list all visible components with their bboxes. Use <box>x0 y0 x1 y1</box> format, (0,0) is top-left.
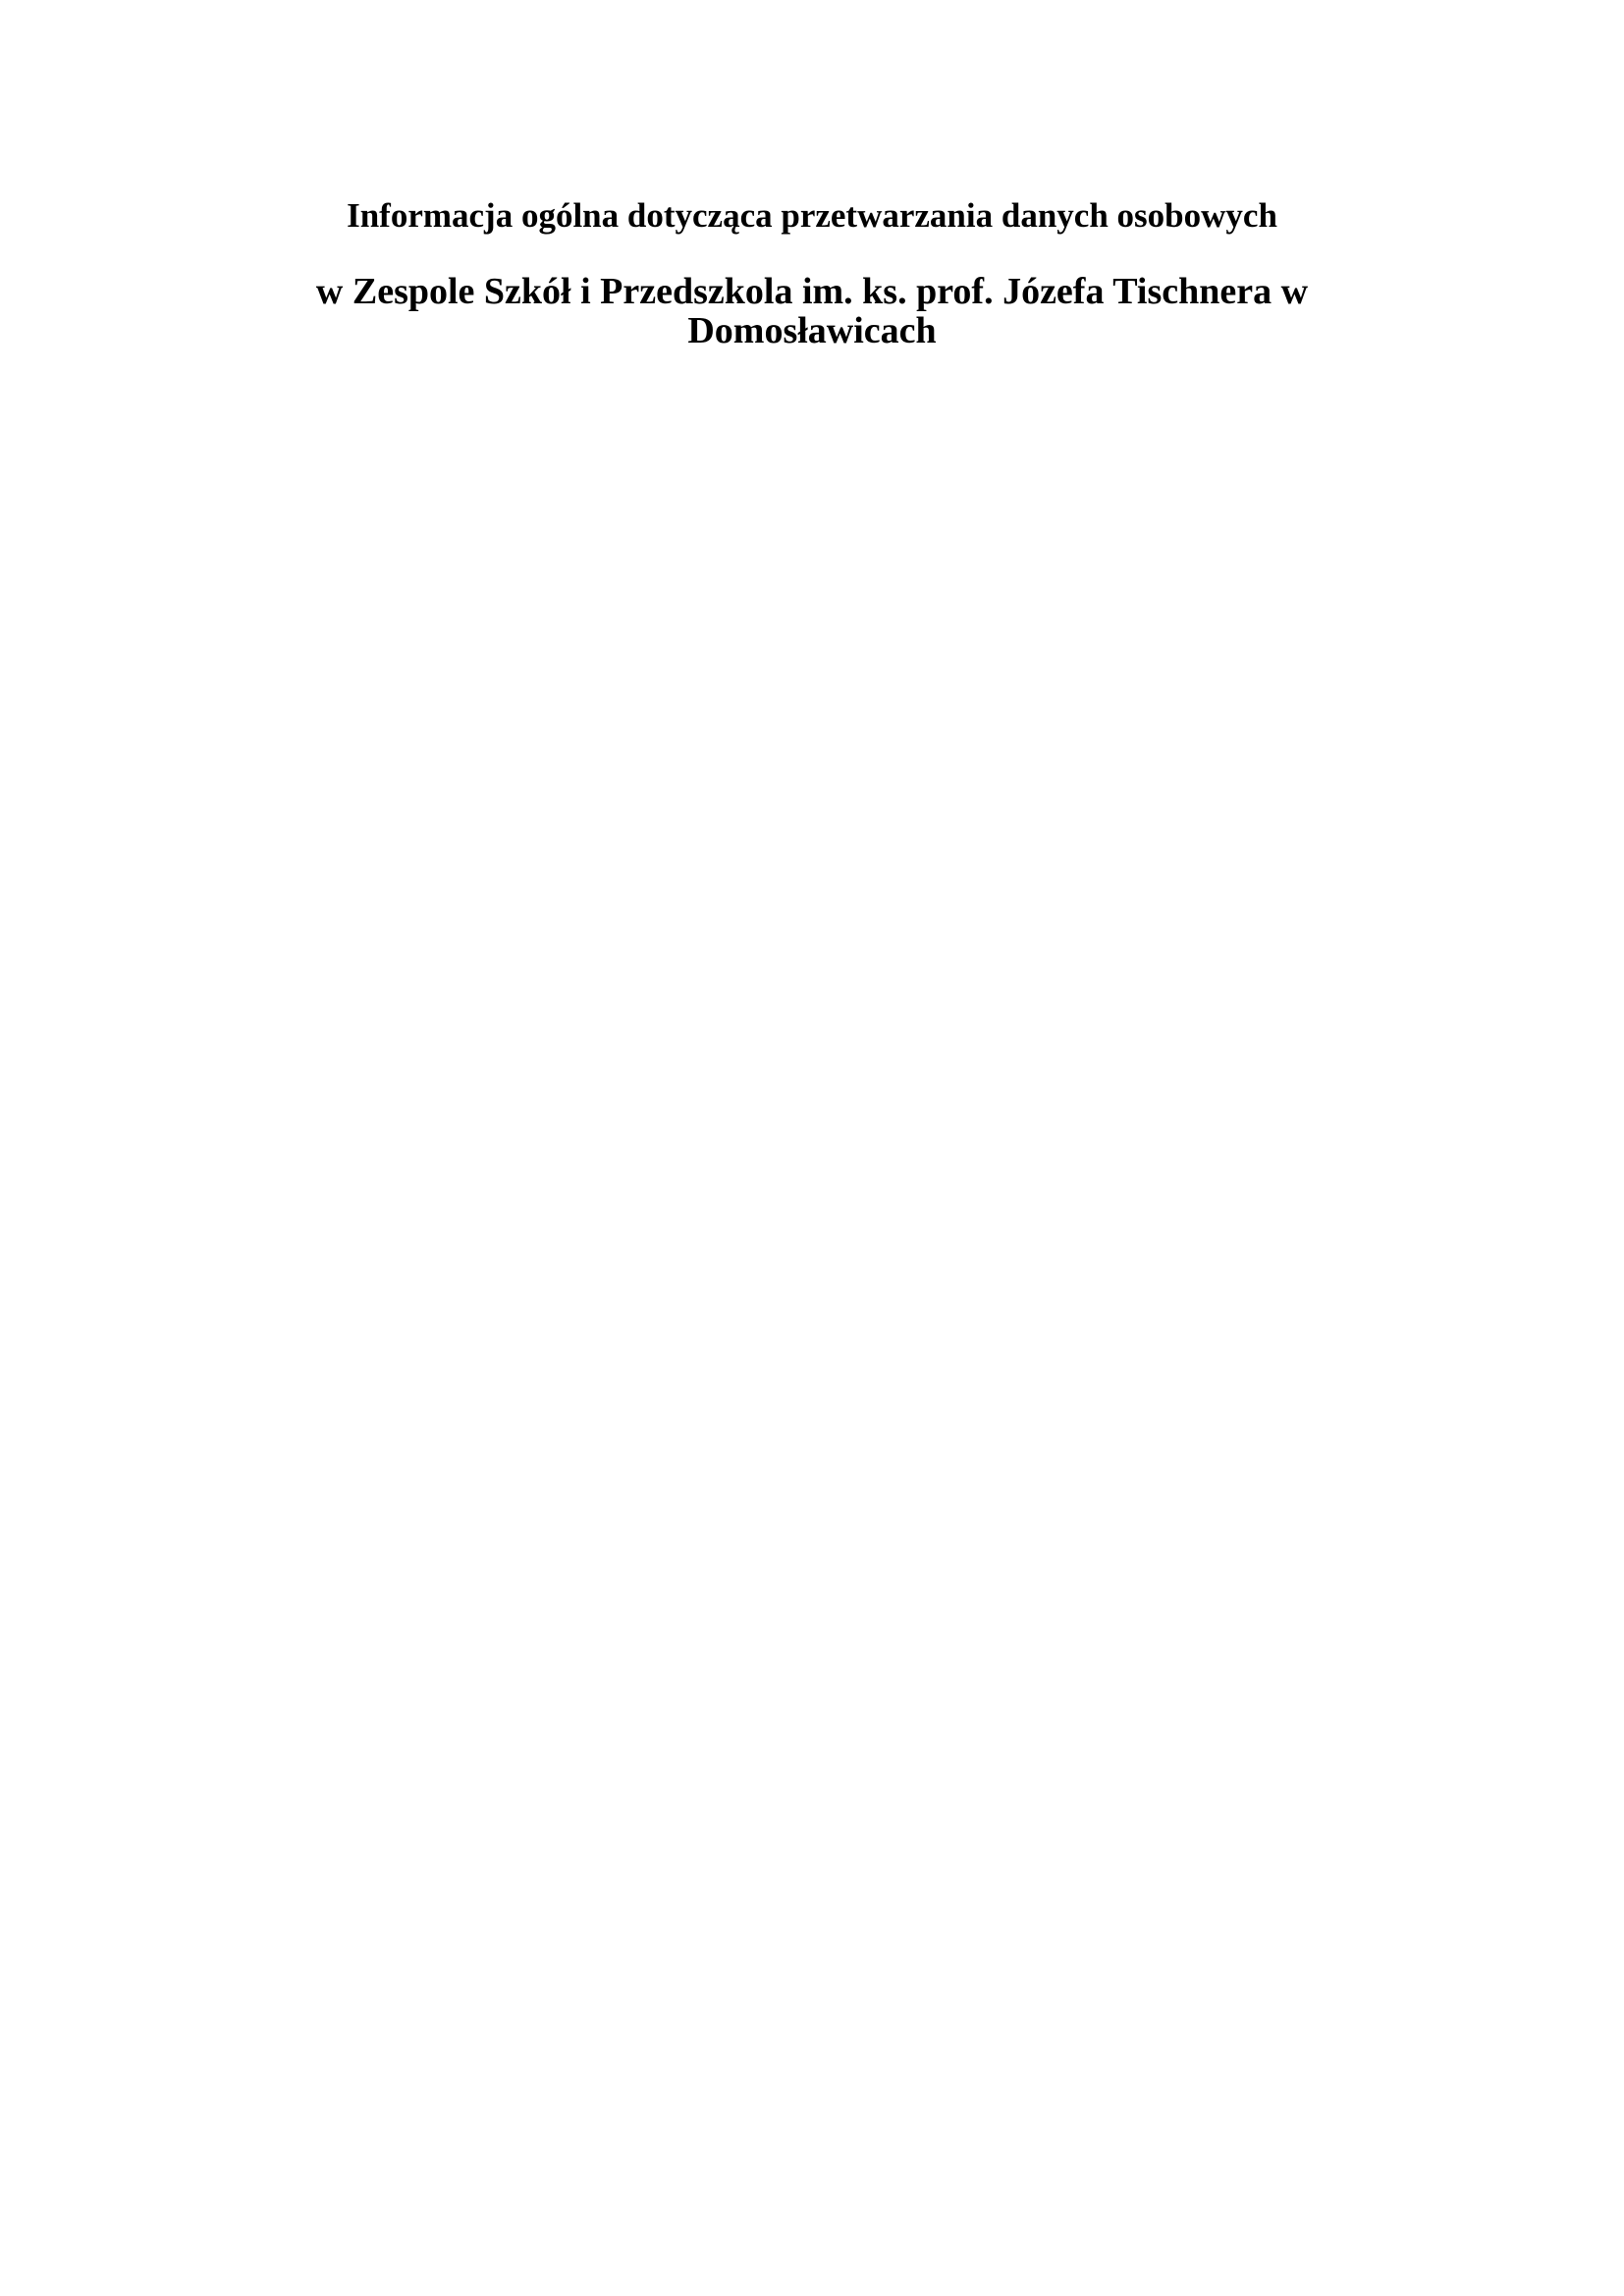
document-content <box>0 0 1624 350</box>
document-title: Informacja ogólna dotycząca przetwarzania danych osobowych <box>347 196 1277 235</box>
document-subtitle: w Zespole Szkół i Przedszkola im. ks. prof. Józefa Tischnera w Domosławicach <box>315 271 1309 351</box>
